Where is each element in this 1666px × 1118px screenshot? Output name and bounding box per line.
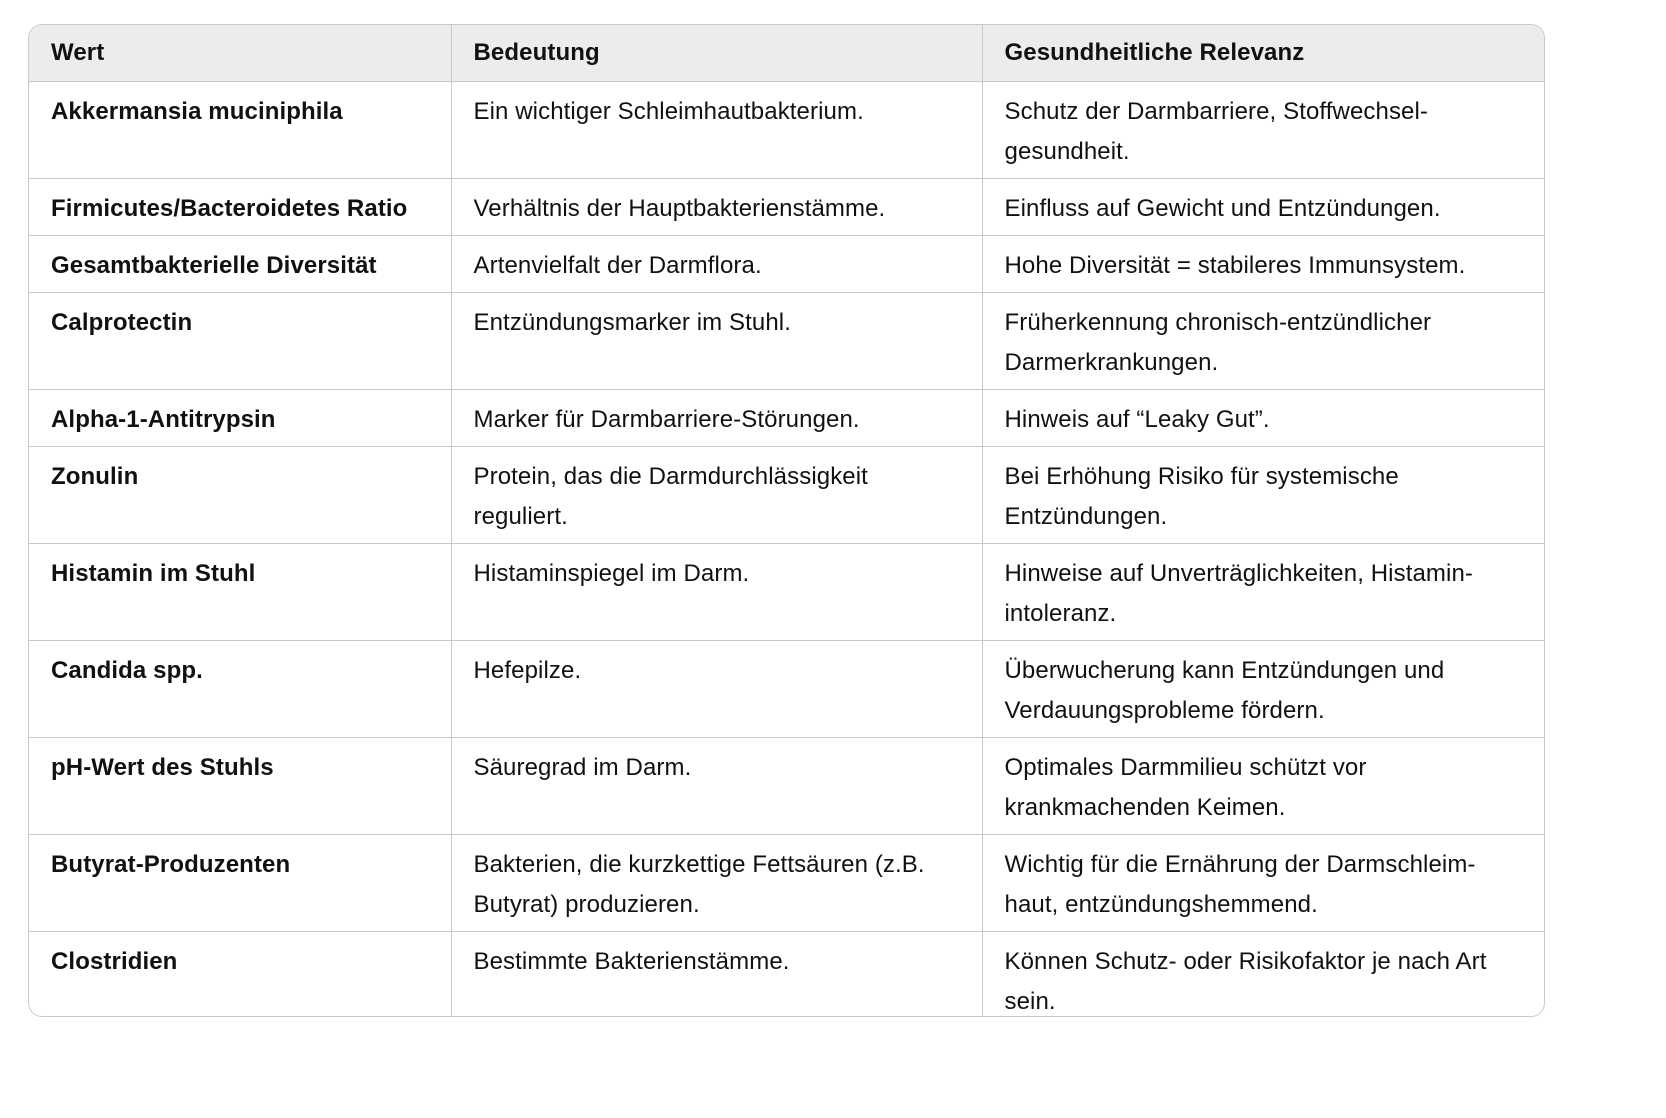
cell-relevanz: Schutz der Darmbarriere, Stoffwechsel-gesundheit. — [982, 81, 1544, 178]
cell-bedeutung: Säuregrad im Darm. — [451, 737, 982, 834]
cell-wert: Akkermansia muciniphila — [29, 81, 451, 178]
cell-relevanz: Hinweis auf “Leaky Gut”. — [982, 389, 1544, 446]
cell-relevanz: Einfluss auf Gewicht und Entzündungen. — [982, 178, 1544, 235]
table-row — [29, 389, 1544, 446]
cell-bedeutung: Artenvielfalt der Darmflora. — [451, 235, 982, 292]
cell-bedeutung: Entzündungsmarker im Stuhl. — [451, 292, 982, 389]
cell-relevanz: Wichtig für die Ernährung der Darmschleim-haut, entzündungshemmend. — [982, 834, 1544, 931]
cell-bedeutung: Hefepilze. — [451, 640, 982, 737]
table-row — [29, 543, 1544, 640]
cell-wert: Calprotectin — [29, 292, 451, 389]
cell-bedeutung: Histaminspiegel im Darm. — [451, 543, 982, 640]
table-row — [29, 446, 1544, 543]
table-row — [29, 235, 1544, 292]
cell-wert: pH-Wert des Stuhls — [29, 737, 451, 834]
table-row — [29, 931, 1544, 1017]
cell-wert: Gesamtbakterielle Diversität — [29, 235, 451, 292]
table-row — [29, 737, 1544, 834]
cell-bedeutung: Bestimmte Bakterienstämme. — [451, 931, 982, 1017]
cell-wert: Butyrat-Produzenten — [29, 834, 451, 931]
table-row — [29, 834, 1544, 931]
cell-bedeutung: Ein wichtiger Schleimhautbakterium. — [451, 81, 982, 178]
cell-wert: Alpha-1-Antitrypsin — [29, 389, 451, 446]
cell-wert: Zonulin — [29, 446, 451, 543]
table-row — [29, 292, 1544, 389]
cell-wert: Clostridien — [29, 931, 451, 1017]
cell-bedeutung: Verhältnis der Hauptbakterienstämme. — [451, 178, 982, 235]
cell-relevanz: Früherkennung chronisch-entzündlicher Darmerkrankungen. — [982, 292, 1544, 389]
column-header-relevanz: Gesundheitliche Relevanz — [982, 25, 1544, 81]
cell-wert: Candida spp. — [29, 640, 451, 737]
table-row — [29, 81, 1544, 178]
cell-bedeutung: Protein, das die Darmdurchlässigkeit reguliert. — [451, 446, 982, 543]
cell-relevanz: Hohe Diversität = stabileres Immunsystem. — [982, 235, 1544, 292]
cell-relevanz: Können Schutz- oder Risikofaktor je nach Art sein. — [1004, 947, 1487, 1015]
table-row — [29, 178, 1544, 235]
data-table-container — [28, 24, 1545, 1017]
cell-bedeutung: Marker für Darmbarriere-Störungen. — [451, 389, 982, 446]
table-header-row — [29, 25, 1544, 81]
table-row — [29, 640, 1544, 737]
column-header-bedeutung: Bedeutung — [451, 25, 982, 81]
cell-bedeutung: Bakterien, die kurzkettige Fettsäuren (z.B. Butyrat) produzieren. — [451, 834, 982, 931]
cell-relevanz: Hinweise auf Unverträglichkeiten, Histamin-intoleranz. — [982, 543, 1544, 640]
cell-wert: Histamin im Stuhl — [29, 543, 451, 640]
cell-relevanz: Bei Erhöhung Risiko für systemische Entzündungen. — [982, 446, 1544, 543]
cell-relevanz: Überwucherung kann Entzündungen und Verdauungsprobleme fördern. — [982, 640, 1544, 737]
column-header-wert: Wert — [29, 25, 451, 81]
cell-wert: Firmicutes/Bacteroidetes Ratio — [29, 178, 451, 235]
data-table — [29, 25, 1544, 1017]
cell-relevanz: Optimales Darmmilieu schützt vor krankmachenden Keimen. — [982, 737, 1544, 834]
